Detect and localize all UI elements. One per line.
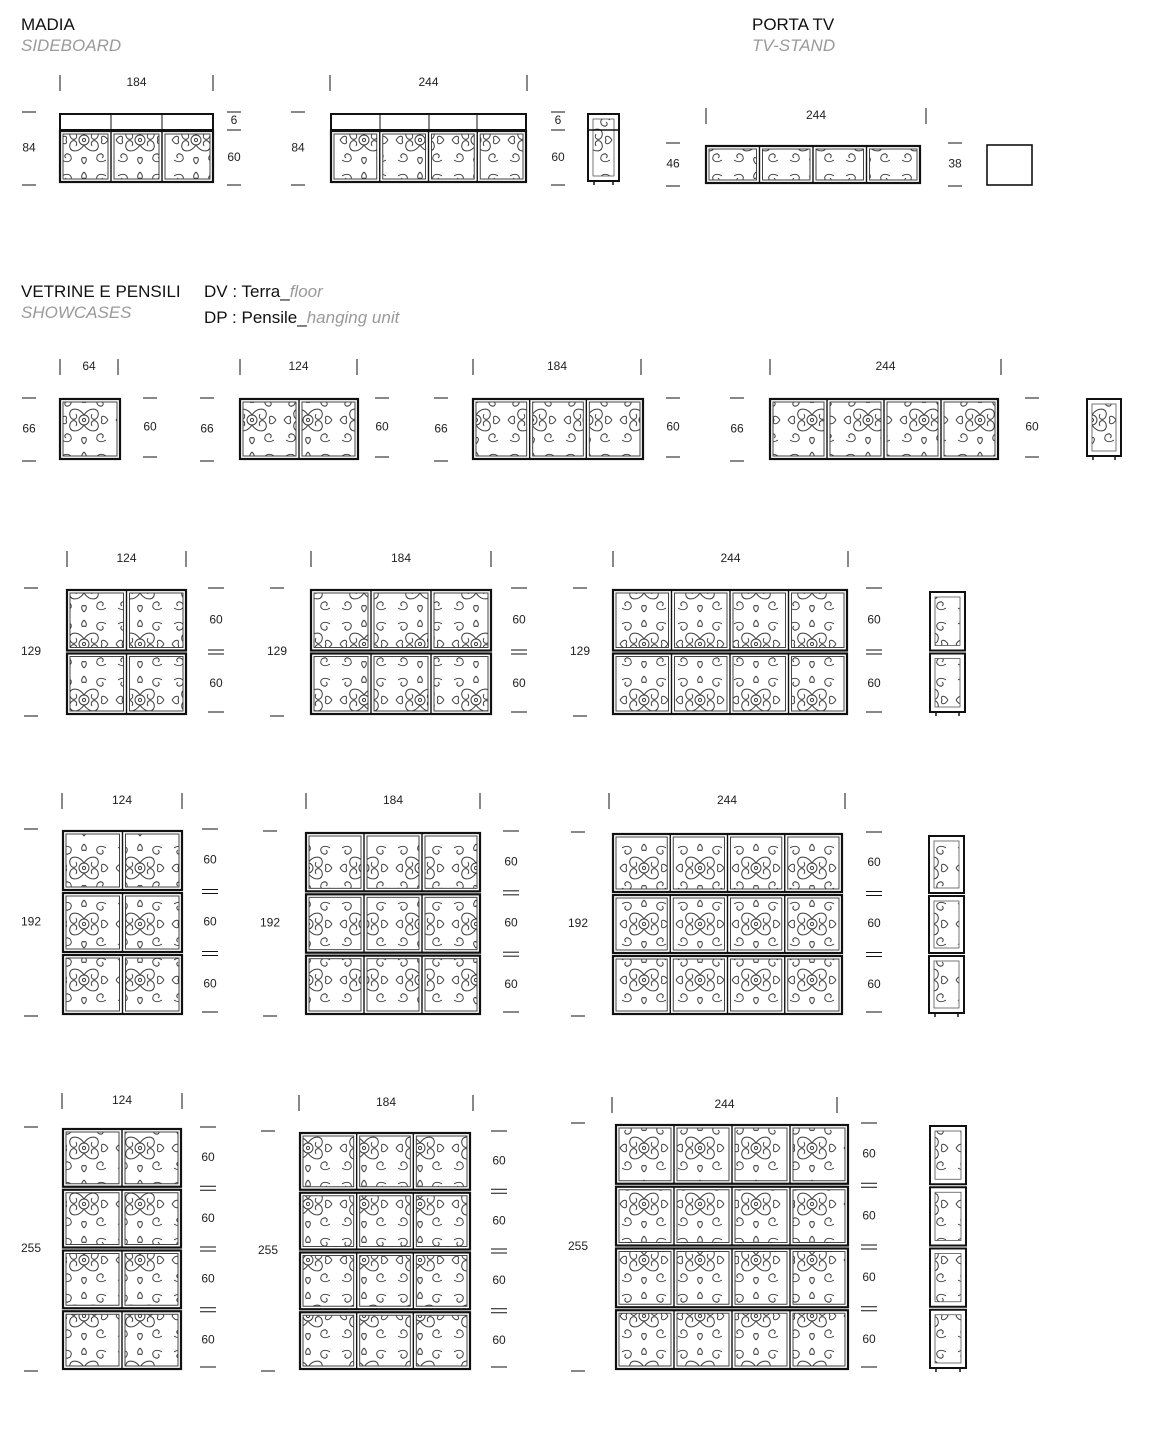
ornate-door-panel — [114, 134, 159, 179]
ornate-door-panel — [125, 1193, 178, 1245]
tvstand-title: PORTA TV — [752, 15, 835, 34]
height-label: 66 — [730, 421, 744, 436]
ornate-door-panel — [367, 897, 419, 949]
ornate-door-panel — [425, 836, 477, 888]
top-module-label: 6 — [230, 113, 238, 128]
side-view-panel — [935, 1315, 961, 1363]
ornate-door-panel — [314, 657, 368, 712]
ornate-door-panel — [416, 1196, 467, 1247]
tvstand-subtitle: TV-STAND — [752, 36, 836, 55]
ornate-door-panel — [309, 959, 361, 1011]
side-view-panel — [935, 1131, 961, 1179]
unit-sc184 — [434, 359, 680, 461]
ornate-door-panel — [616, 898, 667, 950]
unit-r2-244 — [570, 551, 965, 716]
ornate-door-panel — [70, 593, 124, 648]
ornate-door-panel — [735, 1313, 787, 1366]
unit-r2-124 — [21, 551, 224, 716]
height-label: 84 — [291, 140, 305, 155]
unit-r4-124 — [21, 1093, 216, 1371]
width-label: 244 — [716, 793, 738, 808]
door-height-label: 60 — [666, 419, 680, 434]
width-label: 124 — [116, 551, 137, 566]
module-height-label: 60 — [201, 1271, 215, 1286]
ornate-door-panel — [816, 149, 864, 180]
module-height-label: 60 — [201, 1210, 215, 1225]
unit-sc244 — [730, 359, 1121, 461]
ornate-door-panel — [731, 837, 782, 889]
module-height-label: 60 — [209, 612, 223, 627]
side-view-panel — [935, 1192, 961, 1240]
ornate-door-panel — [735, 1252, 787, 1305]
ornate-door-panel — [434, 657, 488, 712]
ornate-door-panel — [302, 402, 355, 456]
showcases-title: VETRINE E PENSILI — [21, 282, 181, 301]
height-label: 129 — [266, 644, 288, 659]
ornate-door-panel — [63, 402, 117, 456]
ornate-door-panel — [125, 1132, 178, 1184]
ornate-door-panel — [733, 593, 786, 648]
ornate-door-panel — [616, 959, 667, 1011]
top-module-label: 6 — [554, 113, 562, 128]
ornate-door-panel — [70, 657, 124, 712]
sideboard-subtitle: SIDEBOARD — [21, 36, 122, 55]
ornate-door-panel — [66, 1254, 119, 1306]
height-label: 192 — [259, 915, 281, 930]
width-label: 244 — [714, 1097, 735, 1112]
width-label: 244 — [418, 75, 439, 90]
door-height-label: 60 — [227, 150, 241, 165]
legend-hanging-code: DP — [204, 308, 228, 327]
module-height-label: 60 — [201, 1150, 215, 1165]
ornate-door-panel — [309, 836, 361, 888]
height-label: 38 — [948, 156, 962, 171]
ornate-door-panel — [619, 1190, 671, 1243]
unit-sb244 — [291, 75, 619, 185]
ornate-door-panel — [616, 837, 667, 889]
ornate-door-panel — [383, 134, 426, 179]
ornate-door-panel — [677, 1128, 729, 1181]
ornate-door-panel — [360, 1196, 411, 1247]
ornate-door-panel — [416, 1315, 467, 1366]
legend-hanging: DP : Pensile_hanging unit — [204, 308, 400, 327]
module-height-label: 60 — [512, 675, 526, 690]
ornate-door-panel — [533, 402, 584, 456]
width-label: 184 — [382, 793, 404, 808]
ornate-door-panel — [763, 149, 811, 180]
module-height-label: 60 — [504, 915, 518, 930]
ornate-door-panel — [677, 1190, 729, 1243]
module-height-label: 60 — [867, 855, 881, 870]
height-label: 255 — [567, 1239, 589, 1254]
unit-tv244 — [666, 108, 1032, 186]
ornate-door-panel — [309, 897, 361, 949]
ornate-door-panel — [374, 657, 428, 712]
door-height-label: 60 — [1025, 419, 1039, 434]
module-height-label: 60 — [504, 977, 518, 992]
module-height-label: 60 — [867, 675, 881, 690]
module-height-label: 60 — [867, 612, 881, 627]
ornate-door-panel — [303, 1256, 354, 1307]
ornate-door-panel — [793, 1190, 845, 1243]
ornate-door-panel — [130, 593, 184, 648]
width-label: 124 — [288, 359, 309, 374]
ornate-door-panel — [66, 1193, 119, 1245]
ornate-door-panel — [709, 149, 757, 180]
module-height-label: 60 — [504, 854, 518, 869]
unit-r3-124 — [21, 793, 218, 1016]
ornate-door-panel — [425, 897, 477, 949]
side-view-panel — [934, 841, 959, 888]
ornate-door-panel — [788, 898, 839, 950]
ornate-door-panel — [793, 1128, 845, 1181]
side-view-panel — [593, 119, 614, 176]
module-height-label: 60 — [862, 1146, 876, 1161]
ornate-door-panel — [677, 1313, 729, 1366]
ornate-door-panel — [677, 1252, 729, 1305]
ornate-door-panel — [870, 149, 918, 180]
unit-r3-244 — [568, 793, 964, 1017]
ornate-door-panel — [66, 1314, 119, 1366]
ornate-door-panel — [66, 834, 120, 887]
height-label: 192 — [20, 914, 42, 929]
ornate-door-panel — [792, 593, 845, 648]
height-label: 46 — [666, 156, 680, 171]
module-height-label: 60 — [203, 914, 217, 929]
ornate-door-panel — [360, 1256, 411, 1307]
module-height-label: 60 — [209, 675, 223, 690]
side-view-panel — [934, 901, 959, 948]
unit-sc64 — [22, 359, 157, 461]
ornate-door-panel — [619, 1252, 671, 1305]
height-label: 66 — [22, 421, 36, 436]
ornate-door-panel — [165, 134, 210, 179]
height-label: 192 — [567, 916, 589, 931]
ornate-door-panel — [887, 402, 938, 456]
ornate-door-panel — [788, 837, 839, 889]
ornate-door-panel — [616, 657, 669, 712]
unit-sc124 — [200, 359, 389, 461]
ornate-door-panel — [731, 898, 782, 950]
ornate-door-panel — [793, 1313, 845, 1366]
module-height-label: 60 — [201, 1332, 215, 1347]
width-label: 184 — [126, 75, 147, 90]
unit-r2-184 — [267, 551, 527, 716]
door-height-label: 60 — [143, 419, 157, 434]
legend-hanging-label: Pensile_ — [241, 308, 307, 327]
door-height-label: 60 — [375, 419, 389, 434]
top-module — [60, 114, 213, 130]
ornate-door-panel — [476, 402, 527, 456]
ornate-door-panel — [673, 898, 724, 950]
ornate-door-panel — [126, 896, 180, 949]
ornate-door-panel — [619, 1313, 671, 1366]
ornate-door-panel — [126, 958, 180, 1011]
ornate-door-panel — [125, 1254, 178, 1306]
ornate-door-panel — [619, 1128, 671, 1181]
height-label: 255 — [257, 1243, 279, 1258]
module-height-label: 60 — [867, 916, 881, 931]
ornate-door-panel — [130, 657, 184, 712]
side-view-panel — [935, 597, 960, 646]
ornate-door-panel — [416, 1256, 467, 1307]
ornate-door-panel — [367, 836, 419, 888]
ornate-door-panel — [303, 1136, 354, 1187]
width-label: 64 — [82, 359, 96, 374]
width-label: 244 — [875, 359, 896, 374]
height-label: 66 — [434, 421, 448, 436]
ornate-door-panel — [675, 593, 728, 648]
ornate-door-panel — [673, 837, 724, 889]
ornate-door-panel — [63, 134, 108, 179]
module-height-label: 60 — [862, 1270, 876, 1285]
module-height-label: 60 — [512, 612, 526, 627]
side-view-panel — [935, 1254, 961, 1302]
legend-floor-code: DV — [204, 282, 228, 301]
ornate-door-panel — [675, 657, 728, 712]
ornate-door-panel — [334, 134, 377, 179]
ornate-door-panel — [792, 657, 845, 712]
height-label: 129 — [20, 644, 42, 659]
ornate-door-panel — [733, 657, 786, 712]
ornate-door-panel — [944, 402, 995, 456]
ornate-door-panel — [360, 1136, 411, 1187]
ornate-door-panel — [303, 1196, 354, 1247]
legend-floor: DV : Terra_floor — [204, 282, 323, 301]
module-height-label: 60 — [203, 976, 217, 991]
ornate-door-panel — [773, 402, 824, 456]
ornate-door-panel — [66, 1132, 119, 1184]
side-view-panel — [934, 961, 959, 1008]
ornate-door-panel — [673, 959, 724, 1011]
width-label: 244 — [720, 551, 741, 566]
module-height-label: 60 — [203, 852, 217, 867]
ornate-door-panel — [367, 959, 419, 1011]
ornate-door-panel — [589, 402, 640, 456]
unit-r4-244 — [568, 1097, 966, 1372]
width-label: 124 — [111, 793, 133, 808]
module-height-label: 60 — [862, 1331, 876, 1346]
ornate-door-panel — [303, 1315, 354, 1366]
module-height-label: 60 — [492, 1153, 506, 1168]
width-label: 244 — [805, 108, 827, 123]
legend-floor-label-en: floor — [289, 282, 323, 301]
module-height-label: 60 — [867, 977, 881, 992]
ornate-door-panel — [360, 1315, 411, 1366]
ornate-door-panel — [480, 134, 523, 179]
ornate-door-panel — [731, 959, 782, 1011]
ornate-door-panel — [126, 834, 180, 887]
unit-r3-184 — [260, 793, 519, 1016]
height-label: 66 — [200, 421, 214, 436]
module-height-label: 60 — [862, 1208, 876, 1223]
tvstand-side-view — [987, 145, 1032, 185]
module-height-label: 60 — [492, 1273, 506, 1288]
ornate-door-panel — [243, 402, 296, 456]
ornate-door-panel — [374, 593, 428, 648]
height-label: 255 — [20, 1241, 42, 1256]
width-label: 184 — [390, 551, 412, 566]
ornate-door-panel — [425, 959, 477, 1011]
ornate-door-panel — [616, 593, 669, 648]
width-label: 184 — [375, 1095, 397, 1110]
ornate-door-panel — [735, 1128, 787, 1181]
sideboard-title: MADIA — [21, 15, 75, 34]
ornate-door-panel — [416, 1136, 467, 1187]
unit-sb184 — [22, 75, 241, 185]
module-height-label: 60 — [492, 1213, 506, 1228]
ornate-door-panel — [788, 959, 839, 1011]
ornate-door-panel — [66, 958, 120, 1011]
side-view-panel — [1092, 404, 1116, 451]
ornate-door-panel — [125, 1314, 178, 1366]
height-label: 129 — [569, 644, 591, 659]
door-height-label: 60 — [551, 150, 565, 165]
ornate-door-panel — [314, 593, 368, 648]
width-label: 124 — [111, 1093, 133, 1108]
unit-r4-184 — [258, 1095, 507, 1371]
ornate-door-panel — [793, 1252, 845, 1305]
legend-hanging-label-en: hanging unit — [306, 308, 400, 327]
ornate-door-panel — [830, 402, 881, 456]
showcases-subtitle: SHOWCASES — [21, 303, 132, 322]
side-view-panel — [935, 659, 960, 708]
ornate-door-panel — [735, 1190, 787, 1243]
module-height-label: 60 — [492, 1332, 506, 1347]
legend-floor-label: Terra_ — [241, 282, 290, 301]
ornate-door-panel — [66, 896, 120, 949]
height-label: 84 — [22, 140, 36, 155]
ornate-door-panel — [434, 593, 488, 648]
ornate-door-panel — [432, 134, 475, 179]
width-label: 184 — [546, 359, 568, 374]
